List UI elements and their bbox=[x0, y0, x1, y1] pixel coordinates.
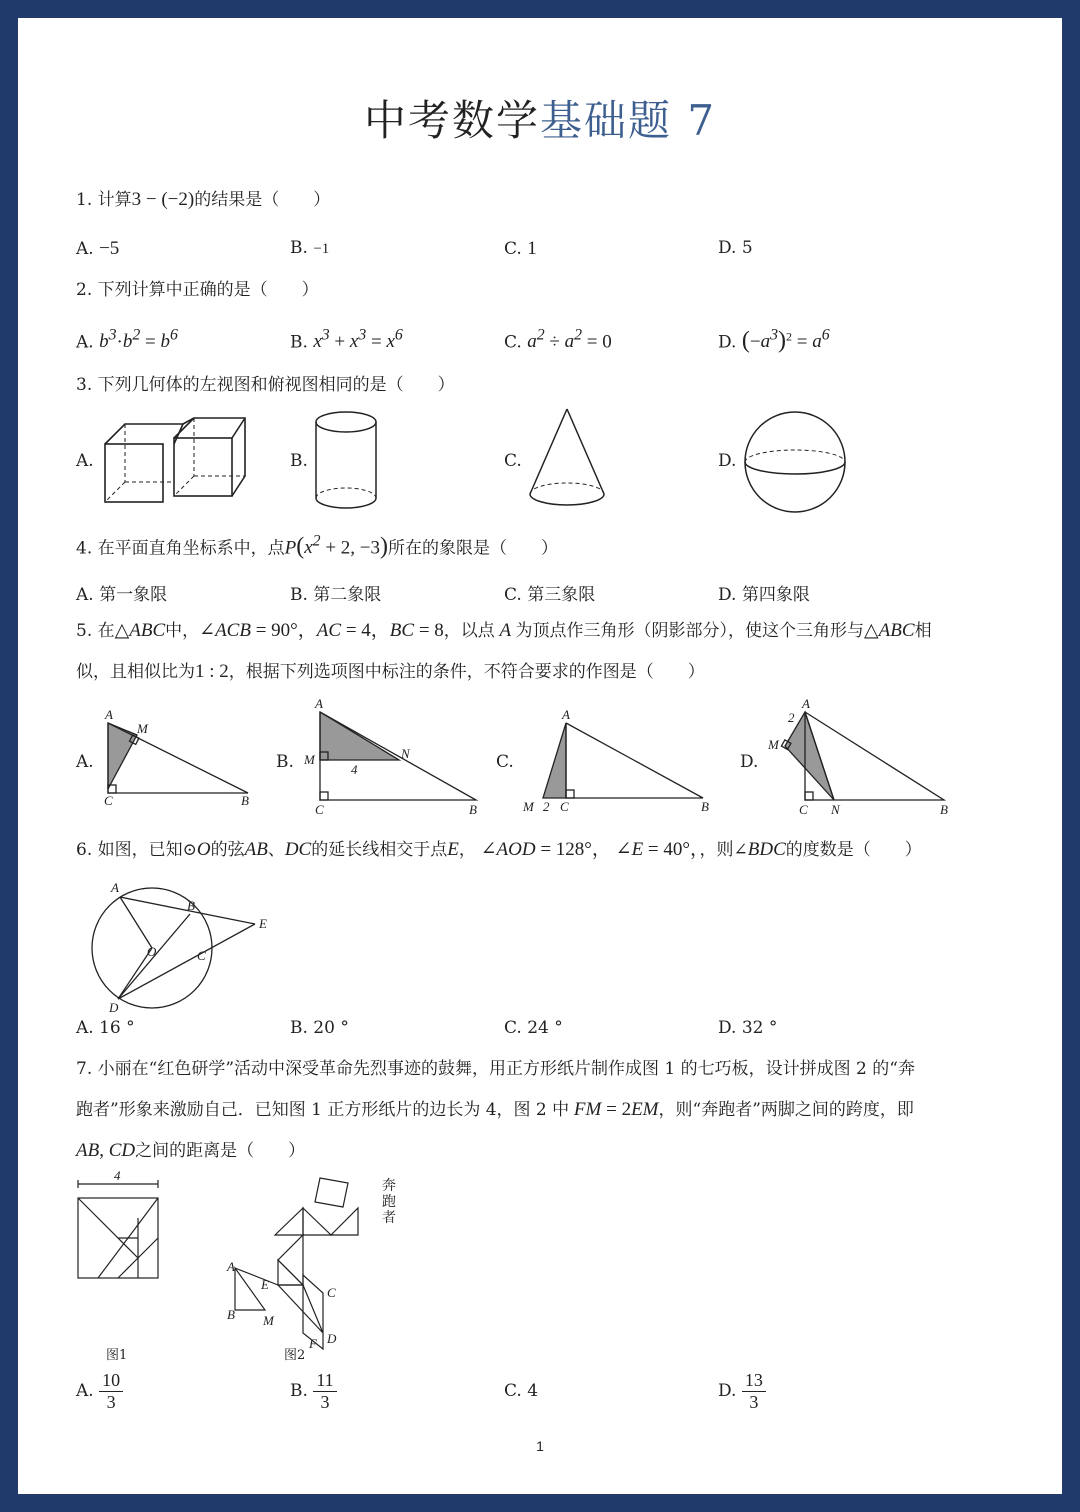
svg-text:C: C bbox=[327, 1285, 336, 1300]
q5-figure-c bbox=[523, 707, 723, 814]
svg-text:4: 4 bbox=[351, 762, 358, 777]
svg-text:C: C bbox=[104, 793, 113, 808]
q3-option-a: A. bbox=[76, 451, 94, 471]
q5-option-d: D. bbox=[740, 752, 759, 772]
svg-text:A: A bbox=[315, 696, 323, 711]
svg-text:C: C bbox=[315, 802, 324, 817]
q3-option-d: D. bbox=[718, 451, 737, 471]
svg-text:4: 4 bbox=[114, 1168, 121, 1183]
q3-option-b: B. bbox=[290, 451, 308, 471]
svg-text:M: M bbox=[263, 1313, 274, 1328]
q7-option-a: A. $\frac{10}{3}$ bbox=[76, 1370, 123, 1413]
q1-option-a: A. −5 bbox=[76, 238, 120, 259]
q1-option-c: C. 1 bbox=[504, 238, 537, 259]
svg-text:A: A bbox=[227, 1259, 235, 1274]
exam-page bbox=[18, 18, 1062, 1494]
q7-option-c: C. 4 bbox=[504, 1381, 539, 1401]
cone-figure bbox=[528, 408, 608, 508]
svg-text:D: D bbox=[109, 1000, 119, 1015]
question-3: 3. 下列几何体的左视图和俯视图相同的是（ ） bbox=[76, 375, 455, 395]
svg-text:B: B bbox=[469, 802, 477, 817]
svg-text:B: B bbox=[187, 898, 195, 913]
question-6: 6. 如图，已知⊙O的弦AB、DC的延长线相交于点E， ∠AOD = 128°， ∠E = 40°，，则∠BDC的度数是（ ） bbox=[76, 839, 922, 860]
q3-option-c: C. bbox=[504, 451, 522, 471]
q4-option-d: D. 第四象限 bbox=[718, 585, 810, 605]
question-7-line3: AB, CD之间的距离是（ ） bbox=[76, 1140, 306, 1161]
svg-text:M: M bbox=[304, 752, 315, 767]
q6-circle-figure bbox=[83, 880, 283, 1015]
q2-option-a: A. $b^3\cdot b^2 = b^6$ bbox=[76, 327, 178, 353]
svg-text:E: E bbox=[259, 916, 267, 931]
question-5-line2: 似，且相似比为1 : 2，根据下列选项图中标注的条件，不符合要求的作图是（ ） bbox=[76, 661, 705, 682]
q5-figure-a bbox=[103, 707, 263, 813]
sphere-figure bbox=[743, 410, 847, 514]
svg-text:A: A bbox=[111, 880, 119, 895]
q2-option-c: C. $a^2 \div a^2 = 0$ bbox=[504, 327, 612, 353]
q7-option-b: B. $\frac{11}{3}$ bbox=[290, 1370, 337, 1413]
two-cubes-figure bbox=[103, 416, 253, 506]
q6-option-c: C. 24 ° bbox=[504, 1018, 563, 1038]
q5-figure-d bbox=[768, 696, 968, 818]
svg-text:E: E bbox=[261, 1277, 269, 1292]
title-main: 中考数学 bbox=[363, 96, 540, 145]
page-title bbox=[18, 88, 1062, 148]
q1-option-b: B. −1 bbox=[290, 238, 330, 258]
q7-option-d: D. $\frac{13}{3}$ bbox=[718, 1370, 766, 1413]
svg-text:2: 2 bbox=[543, 799, 550, 814]
cylinder-figure bbox=[315, 410, 379, 510]
q2-option-b: B. $x^3 + x^3 = x^6$ bbox=[290, 327, 403, 353]
tangram-square-figure bbox=[78, 1168, 158, 1280]
svg-text:2: 2 bbox=[788, 710, 795, 725]
question-7-line2: 跑者”形象来激励自己．已知图 1 正方形纸片的边长为 4，图 2 中 FM = 2EM，则“奔跑者”两脚之间的跨度，即 bbox=[76, 1099, 914, 1120]
svg-text:A: A bbox=[802, 696, 810, 711]
figure-2-caption: 图2 bbox=[284, 1348, 306, 1363]
svg-text:M: M bbox=[523, 799, 534, 814]
svg-text:A: A bbox=[105, 707, 113, 722]
svg-text:N: N bbox=[401, 746, 410, 761]
svg-text:B: B bbox=[241, 793, 249, 808]
svg-text:B: B bbox=[940, 802, 948, 817]
q6-option-d: D. 32 ° bbox=[718, 1018, 778, 1038]
q5-option-a: A. bbox=[76, 752, 94, 772]
q4-option-c: C. 第三象限 bbox=[504, 585, 596, 605]
svg-text:N: N bbox=[831, 802, 840, 817]
q2-option-d: D. $(-a^3)^2 = a^6$ bbox=[718, 327, 830, 354]
q1-option-d: D. 5 bbox=[718, 238, 753, 258]
svg-text:B: B bbox=[701, 799, 709, 814]
q5-option-b: B. bbox=[276, 752, 294, 772]
q6-option-b: B. 20 ° bbox=[290, 1018, 349, 1038]
svg-text:D: D bbox=[327, 1331, 337, 1346]
question-5-line1: 5. 在△ABC中，∠ACB = 90°，AC = 4，BC = 8，以点 A 为顶点作三角形（阴影部分），使这个三角形与△ABC相 bbox=[76, 620, 932, 641]
page-number: 1 bbox=[536, 1438, 544, 1454]
svg-text:C: C bbox=[799, 802, 808, 817]
figure-1-caption: 图1 bbox=[106, 1348, 128, 1363]
svg-text:C: C bbox=[560, 799, 569, 814]
svg-text:B: B bbox=[227, 1307, 235, 1322]
svg-text:M: M bbox=[137, 721, 148, 736]
question-1: 1. 计算3 − (−2)的结果是（ ） bbox=[76, 189, 331, 210]
svg-text:F: F bbox=[309, 1336, 317, 1351]
title-accent: 基础题 7 bbox=[539, 96, 717, 145]
q4-option-a: A. 第一象限 bbox=[76, 585, 168, 605]
q5-figure-b bbox=[303, 696, 483, 818]
svg-text:A: A bbox=[562, 707, 570, 722]
svg-text:M: M bbox=[768, 737, 779, 752]
question-7-line1: 7. 小丽在“红色研学”活动中深受革命先烈事迹的鼓舞，用正方形纸片制作成图 1 的七巧板，设计拼成图 2 的“奔 bbox=[76, 1059, 915, 1079]
q5-option-c: C. bbox=[496, 752, 514, 772]
svg-text:O: O bbox=[147, 944, 157, 959]
svg-text:C: C bbox=[197, 948, 206, 963]
question-4: 4. 在平面直角坐标系中，点$P(x^2 + 2$, −3)所在的象限是（ ） bbox=[76, 533, 559, 560]
runner-label: 奔跑者 bbox=[382, 1178, 396, 1226]
question-2: 2. 下列计算中正确的是（ ） bbox=[76, 280, 319, 300]
runner-figure bbox=[223, 1173, 363, 1351]
q6-option-a: A. 16 ° bbox=[76, 1018, 135, 1038]
q4-option-b: B. 第二象限 bbox=[290, 585, 382, 605]
